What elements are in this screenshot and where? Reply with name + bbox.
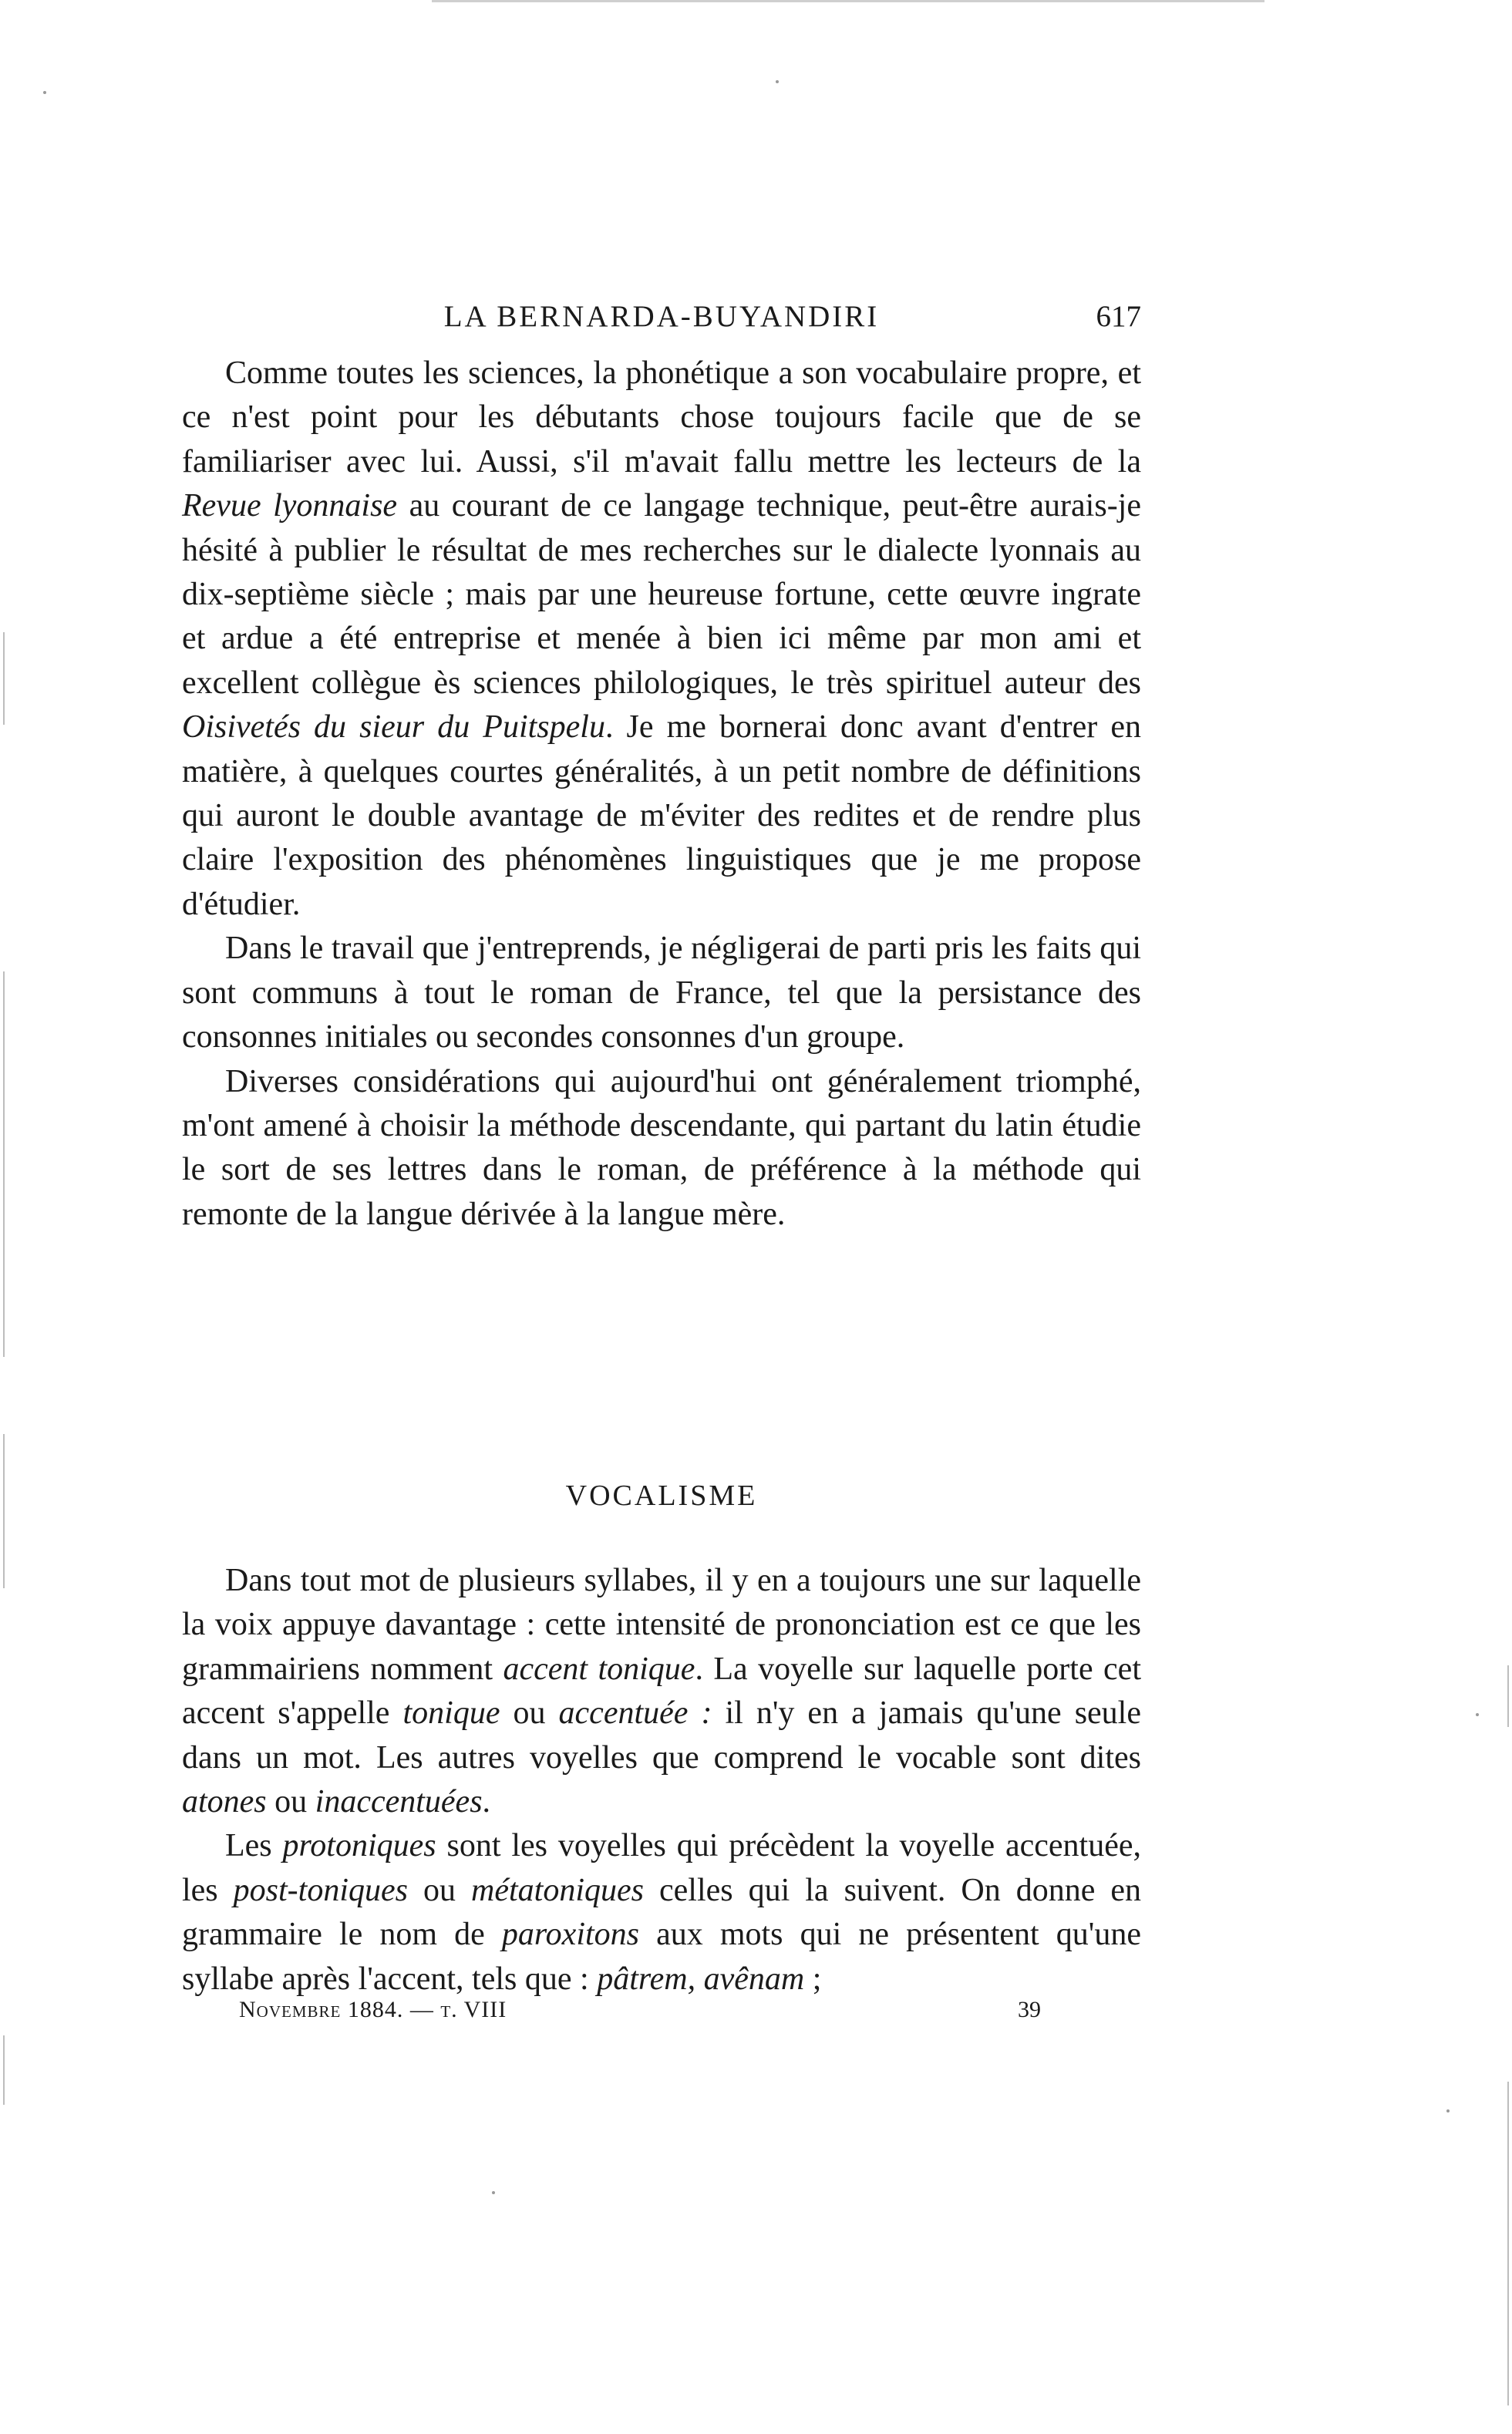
italic-term: métatoniques <box>471 1872 644 1908</box>
running-head <box>182 299 1141 345</box>
italic-term: inaccentuées <box>315 1784 483 1820</box>
intro-text <box>182 352 1141 1237</box>
running-title: LA BERNARDA-BUYANDIRI <box>443 300 880 333</box>
text-run: aux mots qui ne présentent qu'une syllabe après l'accent, tels que : <box>182 1917 1141 1997</box>
scan-speck <box>43 91 46 94</box>
text-run: sont les voyelles qui précèdent la voyelle accentuée, les <box>182 1828 1141 1908</box>
top-edge-rule <box>432 0 1264 2</box>
italic-term: pâtrem, avênam <box>597 1961 805 1997</box>
italic-term: accentuée : <box>558 1695 712 1732</box>
paragraph-4 <box>182 1559 1141 1824</box>
scan-margin-artifact <box>3 2035 5 2105</box>
paragraph-2: Dans le travail que j'entreprends, je négligerai de parti pris les faits qui sont communs à tout le roman de France, tel que la persistance des consonnes initiales ou secondes consonnes d'un groupe. <box>182 931 1141 1055</box>
scan-margin-artifact <box>3 971 5 1357</box>
italic-term: atones <box>182 1784 267 1820</box>
scan-speck <box>1446 2109 1450 2112</box>
italic-title-oisivetes: Oisivetés du sieur du Puitspelu <box>182 709 605 746</box>
footer-signature: Novembre 1884. — t. VIII <box>239 1997 507 2022</box>
scan-margin-artifact <box>1507 2082 1509 2405</box>
scan-speck <box>1476 1713 1479 1716</box>
section-heading: VOCALISME <box>565 1480 758 1512</box>
section-text <box>182 1559 1141 2001</box>
italic-title-revue: Revue lyonnaise <box>182 488 398 524</box>
text-run: . La voyelle sur laquelle porte cet accent s'appelle <box>182 1651 1141 1732</box>
paragraph-3: Diverses considérations qui aujourd'hui ont généralement triomphé, m'ont amené à choisir la méthode descendante, qui partant du latin étudie le sort de ses lettres dans le roman, de préférence à la méthode qui remonte de la langue dérivée à la langue mère. <box>182 1063 1141 1232</box>
text-run: ou <box>500 1695 559 1732</box>
paragraph-1 <box>182 352 1141 927</box>
italic-term: post-toniques <box>233 1872 408 1908</box>
page-number: 617 <box>1096 300 1141 333</box>
scan-margin-artifact <box>3 1434 5 1588</box>
text-run: Les <box>225 1828 283 1864</box>
italic-term: paroxitons <box>501 1917 640 1953</box>
text-run: ou <box>408 1872 472 1908</box>
scan-margin-artifact <box>1507 1665 1509 1727</box>
text-run: il n'y en a jamais qu'une seule dans un mot. Les autres voyelles que comprend le vocable sont dites <box>182 1695 1141 1776</box>
text-run: celles qui la suivent. On donne en grammaire le nom de <box>182 1872 1142 1953</box>
text-run: ou <box>266 1784 315 1820</box>
page-footer <box>239 1997 1041 2035</box>
text-run: . <box>482 1784 491 1820</box>
text-run: ; <box>804 1961 822 1997</box>
text-run: Dans tout mot de plusieurs syllabes, il y en a toujours une sur laquelle la voix appuye davantage : cette intensité de prononciation est ce que les grammairiens nomment <box>182 1563 1141 1687</box>
text-run: au courant de ce langage technique, peut-être aurais-je hésité à publier le résultat de mes recherches sur le dialecte lyonnais au dix-septième siècle ; mais par une heureuse fortune, cette œuvre ingrate et ardue a été entreprise et menée à bien ici même par mon ami et excellent collègue ès sciences philologiques, le très spirituel auteur des <box>182 488 1141 701</box>
scan-speck <box>776 80 779 83</box>
italic-term: tonique <box>402 1695 500 1732</box>
italic-term: protoniques <box>282 1828 436 1864</box>
scan-margin-artifact <box>3 632 5 725</box>
text-run: Comme toutes les sciences, la phonétique a son vocabulaire propre, et ce n'est point pour les débutants chose toujours facile que de se familiariser avec lui. Aussi, s'il m'avait fallu mettre les lecteurs de la <box>182 355 1141 480</box>
scan-speck <box>492 2191 495 2194</box>
signature-mark: 39 <box>1018 1997 1041 2022</box>
paragraph-5 <box>182 1824 1141 2001</box>
italic-term: accent tonique <box>503 1651 695 1687</box>
text-run: . Je me bornerai donc avant d'entrer en matière, à quelques courtes généralités, à un petit nombre de définitions qui auront le double avantage de m'éviter des redites et de rendre plus claire l'exposition des phénomènes linguistiques que je me propose d'étudier. <box>182 709 1141 922</box>
